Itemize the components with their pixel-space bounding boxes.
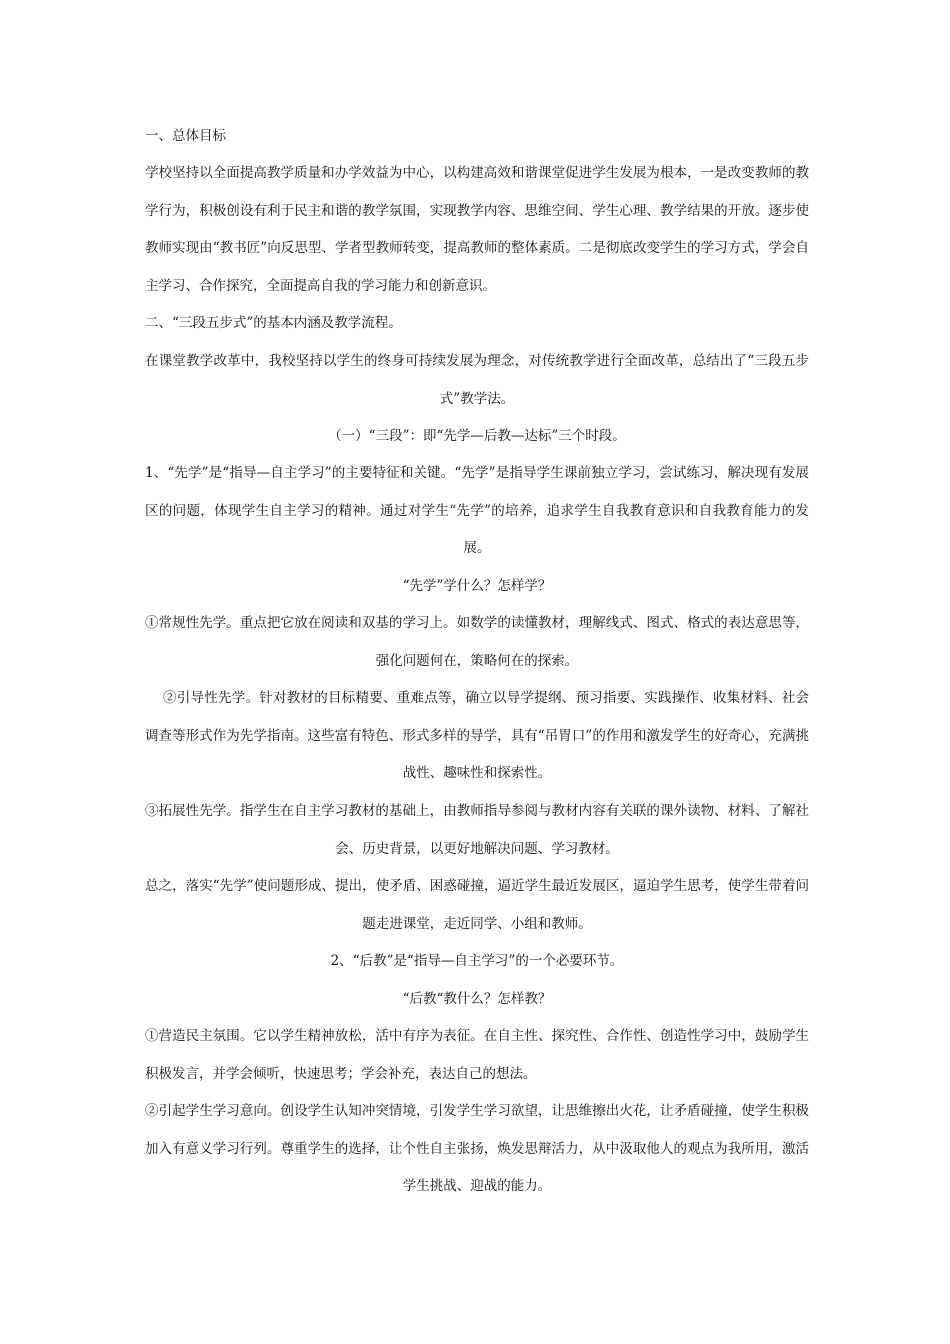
list-item-extended-learning: ③拓展性先学。指学生在自主学习教材的基础上，由教师指导参阅与教材内容有关联的课外读物、材料、了解社会、历史背景，以更好地解决问题、学习教材。 xyxy=(145,803,809,857)
subheading-what-to-teach: “后教“教什么？怎样教？ xyxy=(402,991,552,1007)
subheading-three-stages: （一）“三段”：即“先学—后教—达标”三个时段。 xyxy=(328,428,626,444)
list-item-democratic-atmosphere: ①营造民主氛围。它以学生精神放松，活中有序为表征。在自主性、探究性、合作性、创造性学习中，鼓励学生积极发言，并学会倾听，快速思考；学会补充，表达自己的想法。 xyxy=(145,1028,809,1082)
list-item-guided-learning: ②引导性先学。针对教材的目标精要、重难点等，确立以导学提纲、预习指要、实践操作、收集材料、社会调查等形式作为先学指南。这些富有特色、形式多样的导学，具有“吊胃口”的作用和激发学生的好奇心，充满挑战性、趣味性和探索性。 xyxy=(145,690,809,781)
document-page xyxy=(145,0,809,1344)
paragraph-summary-learn-first: 总之，落实“先学”使问题形成、提出，使矛盾、困惑碰撞，逼近学生最近发展区，逼迫学生思考，使学生带着问题走进课堂，走近同学、小组和教师。 xyxy=(145,878,809,932)
paragraph-learn-first: 1、“先学”是“指导—自主学习”的主要特征和关键。“先学”是指导学生课前独立学习，尝试练习，解决现有发展区的问题，体现学生自主学习的精神。通过对学生“先学”的培养，追求学生自我教育意识和自我教育能力的发展。 xyxy=(145,465,809,556)
list-item-routine-learning: ①常规性先学。重点把它放在阅读和双基的学习上。如数学的读懂教材，理解线式、图式、格式的表达意思等，强化问题何在，策略何在的探索。 xyxy=(145,615,809,669)
subheading-what-to-learn-first: “先学”学什么？怎样学？ xyxy=(402,578,552,594)
heading-three-stage-five-step: 二、“三段五步式”的基本内涵及教学流程。 xyxy=(145,315,402,331)
list-item-learning-intention: ②引起学生学习意向。创设学生认知冲突情境，引发学生学习欲望，让思维擦出火花，让矛盾碰撞，使学生积极加入有意义学习行列。尊重学生的选择，让个性自主张扬，焕发思辩活力，从中汲取他人的观点为我所用，激活学生挑战、迎战的能力。 xyxy=(145,1103,809,1194)
heading-overall-goal: 一、总体目标 xyxy=(145,128,226,144)
paragraph-school-goals: 学校坚持以全面提高教学质量和办学效益为中心，以构建高效和谐课堂促进学生发展为根本，一是改变教师的教学行为，积极创设有利于民主和谐的教学氛围，实现教学内容、思维空间、学生心理、教学结果的开放。逐步使教师实现由“教书匠”向反思型、学者型教师转变，提高教师的整体素质。二是彻底改变学生的学习方式，学会自主学习、合作探究，全面提高自我的学习能力和创新意识。 xyxy=(145,165,809,294)
paragraph-reform-summary: 在课堂教学改革中，我校坚持以学生的终身可持续发展为理念，对传统教学进行全面改革，总结出了“三段五步式”教学法。 xyxy=(145,353,809,407)
subheading-teach-after: 2、“后教”是“指导—自主学习”的一个必要环节。 xyxy=(330,953,624,969)
